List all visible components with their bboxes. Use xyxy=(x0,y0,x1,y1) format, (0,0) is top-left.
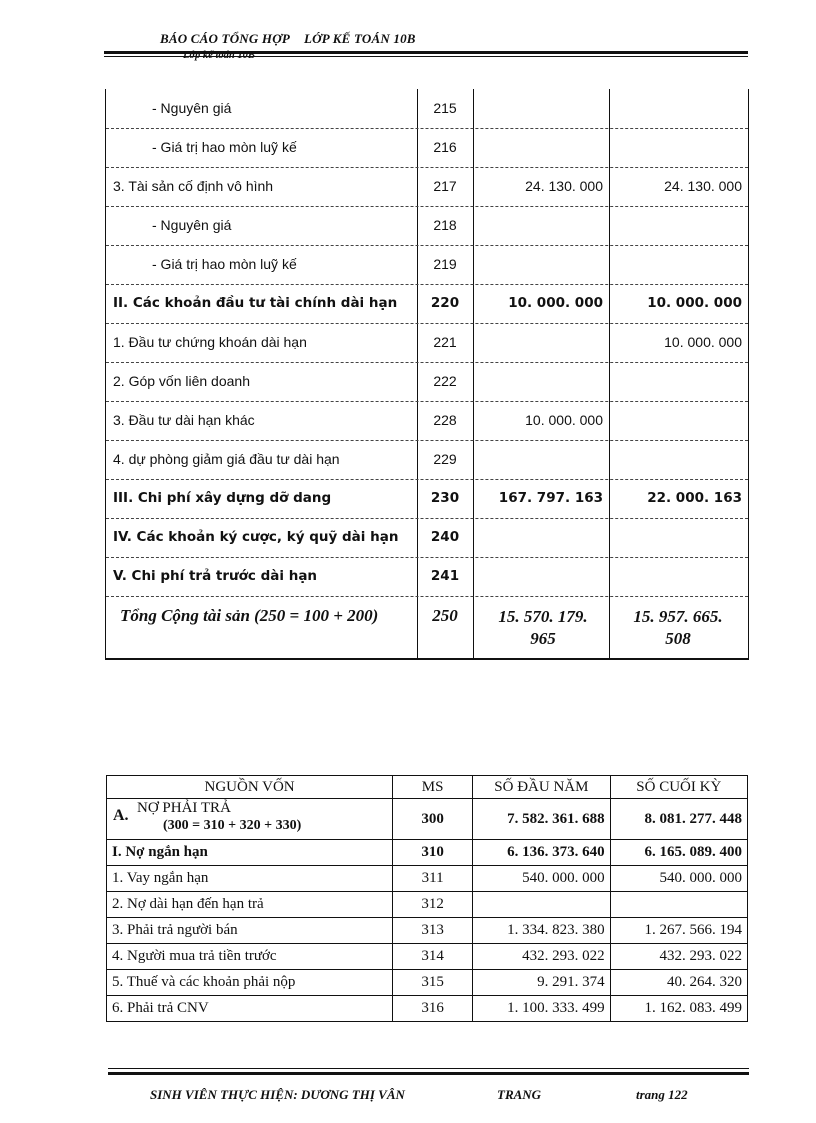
item-name: 4. Người mua trả tiền trước xyxy=(107,944,393,970)
item-code: 228 xyxy=(433,412,457,428)
item-code: 215 xyxy=(433,100,457,116)
value-begin: 10. 000. 000 xyxy=(525,412,603,428)
item-name: 5. Thuế và các khoản phải nộp xyxy=(107,970,393,996)
value-end: 40. 264. 320 xyxy=(610,970,747,996)
footer-divider-thick xyxy=(108,1072,749,1075)
value-begin: 9. 291. 374 xyxy=(473,970,610,996)
table-row xyxy=(106,479,748,519)
item-name: I. Nợ ngắn hạn xyxy=(107,840,393,866)
item-code: 229 xyxy=(433,451,457,467)
table-row xyxy=(106,206,748,246)
value-begin: 6. 136. 373. 640 xyxy=(473,840,610,866)
item-name: 1. Vay ngắn hạn xyxy=(107,866,393,892)
item-name: 4. dự phòng giảm giá đầu tư dài hạn xyxy=(113,451,340,467)
item-code: 222 xyxy=(433,373,457,389)
item-name: - Giá trị hao mòn luỹ kế xyxy=(152,139,297,155)
table-row xyxy=(107,918,748,944)
header-end: SỐ CUỐI KỲ xyxy=(610,776,747,799)
item-name: - Nguyên giá xyxy=(152,217,232,233)
footer-author-cont: TRANG xyxy=(497,1087,542,1102)
header-code: MS xyxy=(393,776,473,799)
item-code: 310 xyxy=(393,840,473,866)
table-row xyxy=(106,89,748,129)
item-name: - Giá trị hao mòn luỹ kế xyxy=(152,256,297,272)
value-end xyxy=(610,892,747,918)
item-name: 3. Tài sản cố định vô hình xyxy=(113,178,274,194)
section-title: NỢ PHẢI TRẢ xyxy=(137,800,231,816)
value-begin: 167. 797. 163 xyxy=(498,490,603,506)
value-end: 24. 130. 000 xyxy=(664,178,742,194)
item-code: 314 xyxy=(393,944,473,970)
total-end xyxy=(610,606,746,650)
value-begin xyxy=(473,892,610,918)
table-row xyxy=(106,167,748,207)
item-code: 220 xyxy=(430,295,460,311)
total-begin-line2: 965 xyxy=(530,629,556,648)
value-end: 8. 081. 277. 448 xyxy=(610,799,747,840)
item-name: - Nguyên giá xyxy=(152,100,232,116)
total-end-line2: 508 xyxy=(665,629,691,648)
assets-table xyxy=(105,89,749,660)
item-name: 3. Phải trả người bán xyxy=(107,918,393,944)
report-header-title xyxy=(160,31,416,47)
item-code: 311 xyxy=(393,866,473,892)
table-row xyxy=(107,840,748,866)
total-code: 250 xyxy=(432,606,458,625)
item-code: 216 xyxy=(433,139,457,155)
value-end: 1. 162. 083. 499 xyxy=(610,996,747,1022)
table-row xyxy=(107,944,748,970)
report-title: BÁO CÁO TỔNG HỢP xyxy=(160,31,290,46)
value-begin: 24. 130. 000 xyxy=(525,178,603,194)
header-begin: SỐ ĐẦU NĂM xyxy=(473,776,610,799)
item-name: IV. Các khoản ký cược, ký quỹ dài hạn xyxy=(113,529,399,545)
value-begin: 10. 000. 000 xyxy=(508,295,603,311)
table-row xyxy=(106,557,748,597)
item-code: 315 xyxy=(393,970,473,996)
item-code: 312 xyxy=(393,892,473,918)
table-row xyxy=(106,362,748,402)
table-row xyxy=(107,892,748,918)
item-code: 219 xyxy=(433,256,457,272)
item-name: 2. Nợ dài hạn đến hạn trả xyxy=(107,892,393,918)
item-name: III. Chi phí xây dựng dỡ dang xyxy=(113,490,332,506)
section-a-label xyxy=(107,799,393,840)
item-code: 221 xyxy=(433,334,457,350)
item-name: 2. Góp vốn liên doanh xyxy=(113,373,250,389)
table-row xyxy=(106,284,748,324)
value-end: 1. 267. 566. 194 xyxy=(610,918,747,944)
table-row xyxy=(106,401,748,441)
item-name: II. Các khoản đầu tư tài chính dài hạn xyxy=(113,295,398,311)
section-a-row xyxy=(107,799,748,840)
class-name: LỚP KẾ TOÁN 10B xyxy=(303,31,416,46)
total-assets-row xyxy=(106,596,748,656)
footer-author: SINH VIÊN THỰC HIỆN: DƯƠNG THỊ VÂN xyxy=(150,1087,405,1102)
item-code: 316 xyxy=(393,996,473,1022)
table-row xyxy=(107,970,748,996)
value-end: 10. 000. 000 xyxy=(664,334,742,350)
table-row xyxy=(106,440,748,480)
value-end: 10. 000. 000 xyxy=(647,295,742,311)
value-end: 22. 000. 163 xyxy=(647,490,742,506)
value-end: 432. 293. 022 xyxy=(610,944,747,970)
item-name: 1. Đầu tư chứng khoán dài hạn xyxy=(113,334,307,350)
value-begin: 540. 000. 000 xyxy=(473,866,610,892)
value-begin: 1. 334. 823. 380 xyxy=(473,918,610,944)
table-row xyxy=(106,323,748,363)
section-formula: (300 = 310 + 320 + 330) xyxy=(163,818,302,833)
total-end-line1: 15. 957. 665. xyxy=(633,607,723,626)
item-code: 241 xyxy=(430,568,460,584)
total-begin xyxy=(478,606,608,650)
table-header-row xyxy=(107,776,748,799)
table-row xyxy=(107,866,748,892)
item-name: V. Chi phí trả trước dài hạn xyxy=(113,568,318,584)
item-code: 313 xyxy=(393,918,473,944)
item-code: 300 xyxy=(393,799,473,840)
footer-divider-thin xyxy=(108,1068,749,1069)
total-label: Tổng Cộng tài sản (250 = 100 + 200) xyxy=(120,606,379,625)
value-begin: 432. 293. 022 xyxy=(473,944,610,970)
footer-page-number: trang 122 xyxy=(636,1087,688,1102)
item-name: 6. Phải trả CNV xyxy=(107,996,393,1022)
value-begin: 1. 100. 333. 499 xyxy=(473,996,610,1022)
item-code: 218 xyxy=(433,217,457,233)
header-subtitle: Lớp kế toán 10B xyxy=(183,50,255,61)
table-row xyxy=(106,518,748,558)
value-end: 540. 000. 000 xyxy=(610,866,747,892)
value-end: 6. 165. 089. 400 xyxy=(610,840,747,866)
item-code: 217 xyxy=(433,178,457,194)
table-row xyxy=(106,245,748,285)
item-code: 240 xyxy=(430,529,460,545)
table-row xyxy=(106,128,748,168)
item-code: 230 xyxy=(430,490,460,506)
liabilities-table xyxy=(106,775,748,1022)
header-source: NGUỒN VỐN xyxy=(107,776,393,799)
table-row xyxy=(107,996,748,1022)
value-begin: 7. 582. 361. 688 xyxy=(473,799,610,840)
item-name: 3. Đầu tư dài hạn khác xyxy=(113,412,255,428)
total-begin-line1: 15. 570. 179. xyxy=(498,607,588,626)
section-letter: A. xyxy=(113,807,129,824)
